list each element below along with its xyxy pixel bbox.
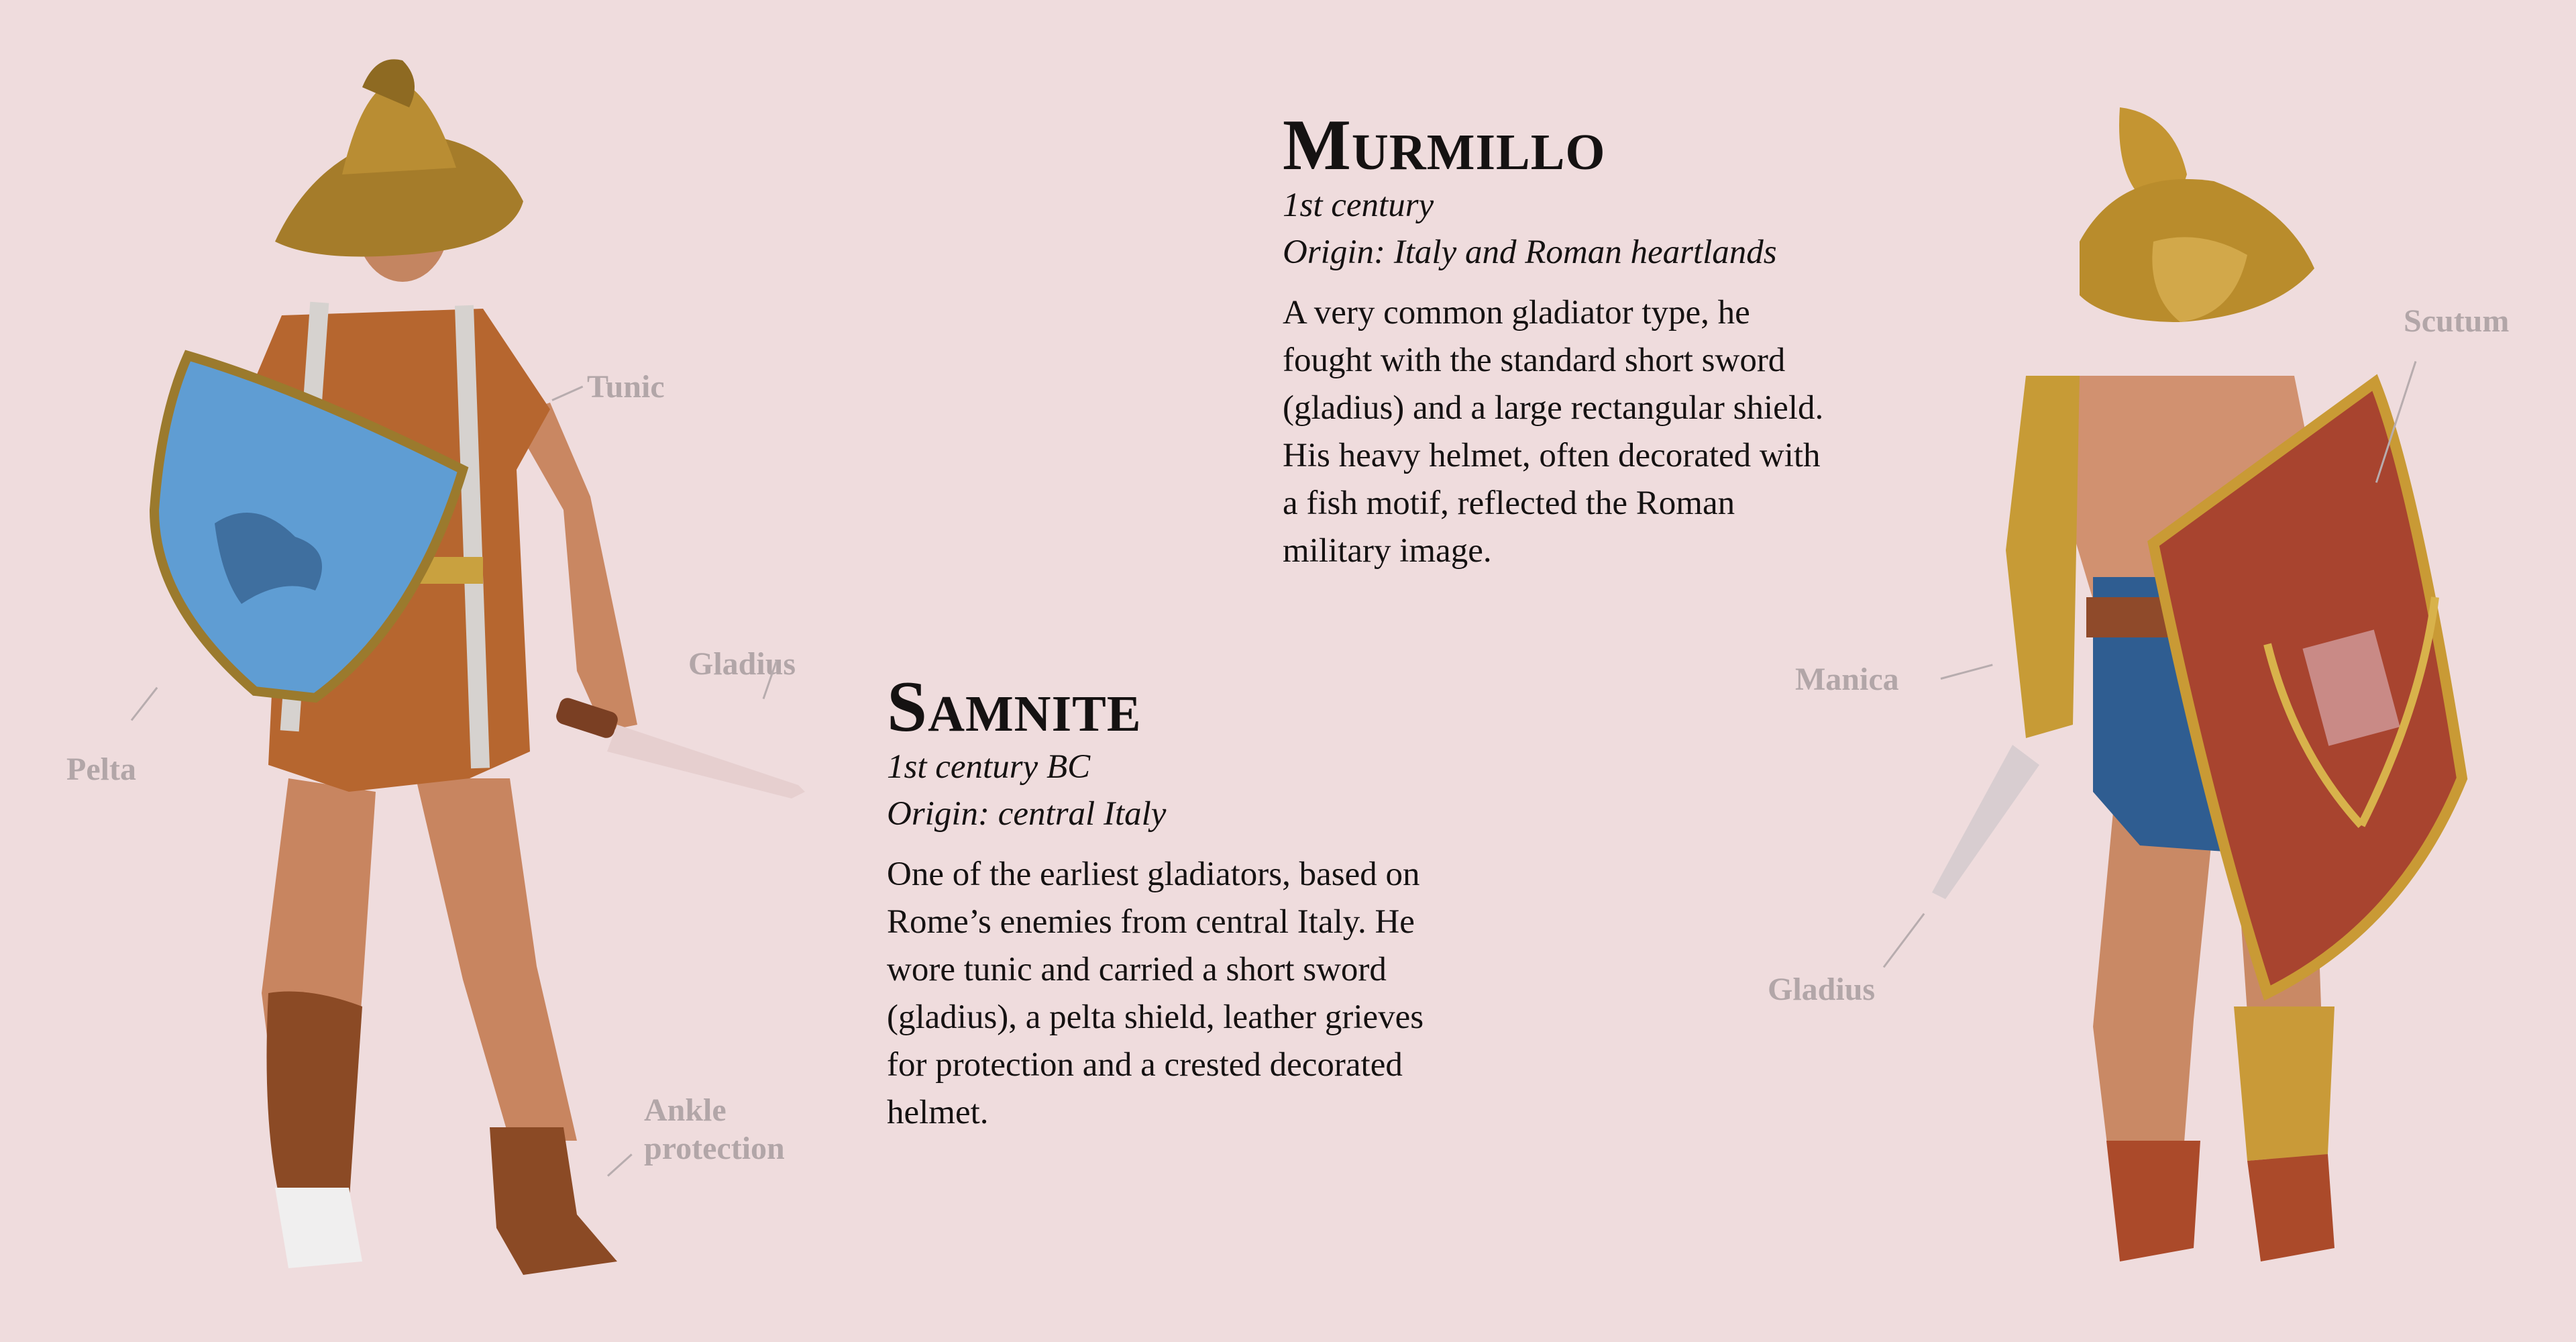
murmillo-origin: Origin: Italy and Roman heartlands (1283, 234, 1777, 271)
murmillo-line: (gladius) and a large rectangular shield. (1283, 389, 1824, 427)
samnite-line: (gladius), a pelta shield, leather grieves (887, 998, 1424, 1036)
samnite-line: Rome’s enemies from central Italy. He (887, 903, 1415, 941)
samnite-description (887, 667, 1591, 1137)
label-tunic: Tunic (587, 369, 665, 405)
label-scutum: Scutum (2404, 303, 2510, 339)
samnite-body (887, 851, 1591, 1137)
label-gladius-right: Gladius (1768, 972, 1876, 1007)
label-pelta: Pelta (66, 752, 136, 787)
murmillo-line: a fish motif, reflected the Roman (1283, 484, 1735, 522)
samnite-line: for protection and a crested decorated (887, 1046, 1403, 1084)
ankle-line-2: protection (644, 1130, 785, 1166)
murmillo-description (1283, 105, 1987, 575)
samnite-origin: Origin: central Italy (887, 795, 1167, 833)
murmillo-title: Murmillo (1283, 105, 1606, 185)
samnite-title: Samnite (887, 667, 1142, 747)
samnite-line: wore tunic and carried a short sword (887, 951, 1387, 988)
samnite-line: helmet. (887, 1094, 989, 1131)
samnite-century: 1st century BC (887, 748, 1091, 786)
samnite-line: One of the earliest gladiators, based on (887, 856, 1420, 893)
murmillo-body (1283, 289, 1987, 575)
murmillo-line: military image. (1283, 532, 1492, 570)
label-gladius-left: Gladius (688, 646, 796, 682)
murmillo-line: fought with the standard short sword (1283, 342, 1786, 379)
ankle-line-1: Ankle (644, 1092, 727, 1128)
label-manica: Manica (1795, 662, 1899, 697)
murmillo-line: A very common gladiator type, he (1283, 294, 1750, 331)
murmillo-line: His heavy helmet, often decorated with (1283, 437, 1821, 474)
label-ankle-protection (644, 1092, 785, 1168)
murmillo-century: 1st century (1283, 187, 1434, 224)
